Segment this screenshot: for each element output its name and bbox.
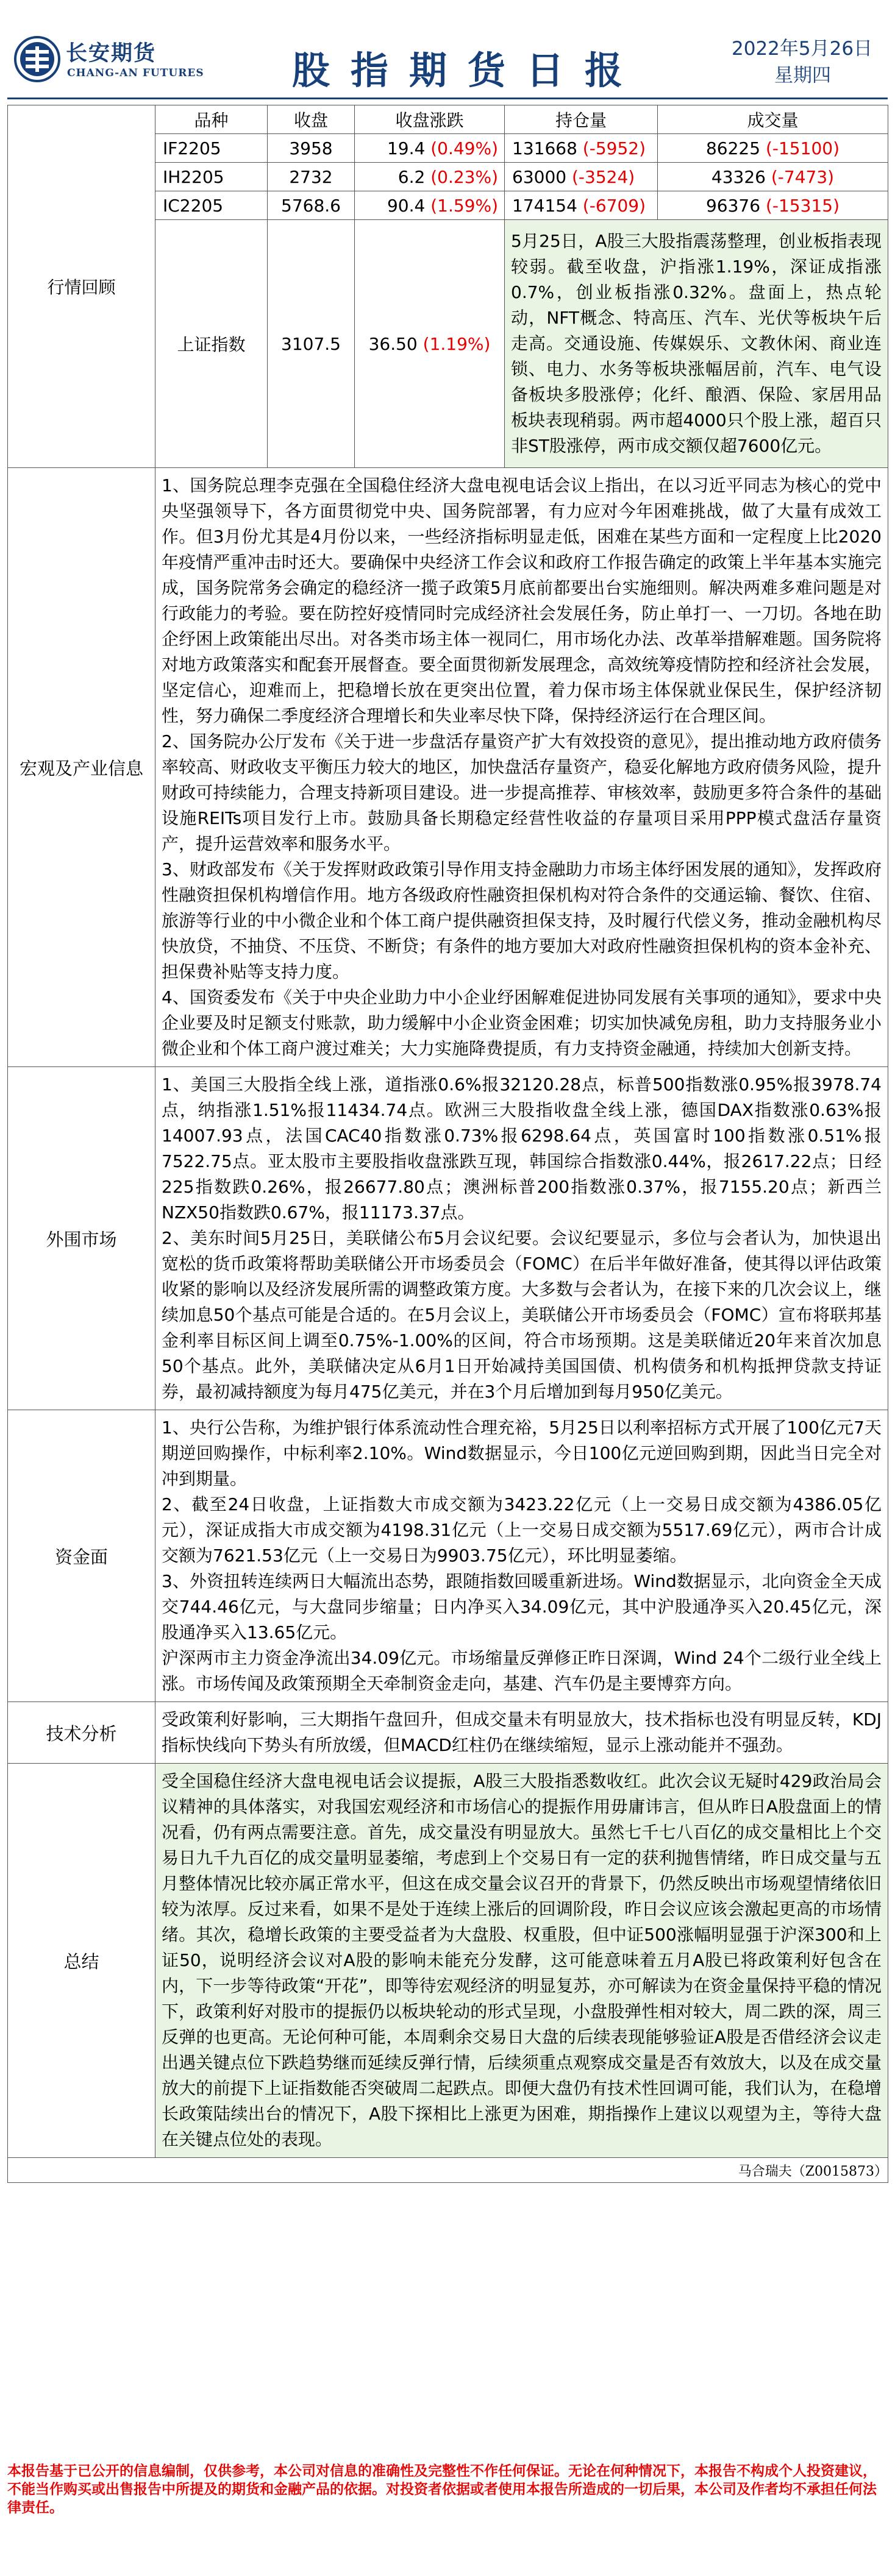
change-pct: (0.23%): [430, 166, 498, 187]
logo-chinese-name: 长安期货: [66, 41, 157, 66]
volume-value: 86225: [705, 138, 761, 158]
row-close: 2732: [268, 163, 355, 191]
capital-paragraph: 2、截至24日收盘，上证指数大市成交额为3423.22亿元（上一交易日成交额为4386.05亿元），深证成指大市成交额为4198.31亿元（上一交易日成交额为5517.69亿元），两市合计成交额为7621.53亿元（上一交易日为9903.75亿元），环比明显萎缩。: [162, 1494, 882, 1566]
row-volume: [658, 163, 888, 191]
row-volume: [658, 134, 888, 163]
index-name: 上证指数: [155, 220, 268, 468]
capital-content: [155, 1410, 888, 1702]
overseas-paragraph: 2、美东时间5月25日，美联储公布5月会议纪要。会议纪要显示，多位与会者认为，加快退出宽松的货币政策将帮助美联储公开市场委员会（FOMC）在后半年做好准备，使其得以评估政策收紧的影响以及经济发展所需的调整政策方度。大多数与会者认为，在接下来的几次会议上，继续加息50个基点可能是合适的。在5月会议上，美联储公开市场委员会（FOMC）宣布将联邦基金利率目标区间上调至0.75%-1.00%的区间，符合市场预期。这是美联储近20年来首次加息50个基点。此外，美联储决定从6月1日开始减持美国国债、机构债务和机构抵押贷款支持证券，最初减持额度为每月475亿美元，并在3个月后增加到每月950亿美元。: [162, 1228, 882, 1402]
index-change-pct: (1.19%): [423, 333, 491, 354]
index-close: 3107.5: [268, 220, 355, 468]
header-divider: [7, 98, 888, 99]
report-title: 股指期货日报: [291, 48, 643, 93]
volume-change: (-15315): [765, 195, 840, 216]
oi-value: 131668: [512, 138, 577, 158]
market-header-row: [8, 105, 888, 134]
technical-section-label: 技术分析: [8, 1702, 155, 1764]
capital-paragraph: 3、外资扭转连续两日大幅流出态势，跟随指数回暖重新进场。Wind数据显示，北向资金全天成交744.46亿元，与大盘同步缩量；日内净买入34.09亿元，其中沪股通净买入20.45亿元，深股通净买入13.65亿元。: [162, 1571, 882, 1642]
logo-english-name: CHANG-AN FUTURES: [67, 67, 204, 79]
capital-row: [8, 1410, 888, 1702]
technical-row: [8, 1702, 888, 1764]
row-symbol: IC2205: [155, 191, 268, 220]
company-logo: [13, 35, 221, 90]
macro-row: [8, 468, 888, 1067]
col-header-volume: 成交量: [658, 105, 888, 134]
row-open-interest: [505, 163, 658, 191]
row-open-interest: [505, 134, 658, 163]
report-table: [7, 105, 888, 2183]
overseas-section-label: 外围市场: [8, 1067, 155, 1410]
report-header: [7, 11, 888, 101]
row-open-interest: [505, 191, 658, 220]
report-date: 2022年5月26日: [732, 38, 873, 60]
col-header-close: 收盘: [268, 105, 355, 134]
volume-change: (-15100): [765, 138, 840, 158]
row-change: [355, 191, 505, 220]
change-value: 6.2: [398, 166, 426, 187]
overseas-row: [8, 1067, 888, 1410]
row-change: [355, 163, 505, 191]
report-weekday: 星期四: [774, 65, 831, 87]
capital-paragraph: 沪深两市主力资金净流出34.09亿元。市场缩量反弹修正昨日深调，Wind 24个二级行业全线上涨。市场传闻及政策预期全天牵制资金走向，基建、汽车仍是主要博弈方向。: [162, 1648, 882, 1694]
oi-change: (-5952): [582, 138, 646, 158]
oi-value: 63000: [512, 166, 567, 187]
change-pct: (0.49%): [430, 138, 498, 158]
capital-paragraph: 1、央行公告称，为维护银行体系流动性合理充裕，5月25日以利率招标方式开展了100亿元7天期逆回购操作，中标利率2.10%。Wind数据显示，今日100亿元逆回购到期，因此当日完全对冲到期量。: [162, 1418, 882, 1489]
row-close: 3958: [268, 134, 355, 163]
row-volume: [658, 191, 888, 220]
row-symbol: IH2205: [155, 163, 268, 191]
col-header-open-interest: 持仓量: [505, 105, 658, 134]
technical-content: 受政策利好影响，三大期指午盘回升，但成交量未有明显放大，技术指标也没有明显反转，KDJ指标快线向下势头有所放缓，但MACD红柱仍在继续缩短，显示上涨动能并不强劲。: [155, 1702, 888, 1764]
col-header-change: 收盘涨跌: [355, 105, 505, 134]
capital-section-label: 资金面: [8, 1410, 155, 1702]
overseas-content: [155, 1067, 888, 1410]
disclaimer-text: 本报告基于已公开的信息编制，仅供参考，本公司对信息的准确性及完整性不作任何保证。无论在何种情况下，本报告不构成个人投资建议，不能当作购买或出售报告中所提及的期货和金融产品的依据。对投资者依据或者使用本报告所造成的一切后果，本公司及作者均不承担任何法律责任。: [7, 2463, 877, 2516]
volume-change: (-7473): [771, 166, 835, 187]
macro-paragraph: 3、财政部发布《关于发挥财政政策引导作用支持金融助力市场主体纾困发展的通知》，发挥政府性融资担保机构增信作用。地方各级政府性融资担保机构对符合条件的交通运输、餐饮、住宿、旅游等行业的中小微企业和个体工商户提供融资担保支持，及时履行代偿义务，推动金融机构尽快放贷，不抽贷、不压贷、不断贷；有条件的地方要加大对政府性融资担保机构的资本金补充、担保费补贴等支持力度。: [162, 859, 882, 982]
report-date-box: [732, 35, 884, 89]
change-value: 19.4: [387, 138, 426, 158]
overseas-paragraph: 1、美国三大股指全线上涨，道指涨0.6%报32120.28点，标普500指数涨0.95%报3978.74点，纳指涨1.51%报11434.74点。欧洲三大股指收盘全线上涨，德国DAX指数涨0.63%报14007.93点，法国CAC40指数涨0.73%报6298.64点，英国富时100指数涨0.51%报7522.75点。亚太股市主要股指收盘涨跌互现，韩国综合指数涨0.44%，报2617.22点；日经225指数跌0.26%，报26677.80点；澳洲标普200指数涨0.37%，报7155.20点；新西兰NZX50指数跌0.67%，报11173.37点。: [162, 1074, 882, 1222]
col-header-symbol: 品种: [155, 105, 268, 134]
conclusion-section-label: 总结: [8, 1764, 155, 2158]
chang-an-logo-icon: [13, 35, 61, 83]
conclusion-row: [8, 1764, 888, 2158]
macro-content: [155, 468, 888, 1067]
change-pct: (1.59%): [430, 195, 498, 216]
change-value: 90.4: [387, 195, 426, 216]
oi-value: 174154: [512, 195, 577, 216]
macro-paragraph: 1、国务院总理李克强在全国稳住经济大盘电视电话会议上指出，在以习近平同志为核心的党中央坚强领导下，各方面贯彻党中央、国务院部署，有力应对今年困难挑战，做了大量有成效工作。但3月份尤其是4月份以来，一些经济指标明显走低，困难在某些方面和一定程度上比2020年疫情严重冲击时还大。要确保中央经济工作会议和政府工作报告确定的政策上半年基本实施完成，国务院常务会确定的稳经济一揽子政策5月底前都要出台实施细则。解决两难多难问题是对行政能力的考验。要在防控好疫情同时完成经济社会发展任务，防止单打一、一刀切。各地在助企纾困上政策能出尽出。对各类市场主体一视同仁，用市场化办法、改革举措解难题。国务院将对地方政策落实和配套开展督查。要全面贯彻新发展理念，高效统筹疫情防控和经济社会发展，坚定信心，迎难而上，把稳增长放在更突出位置，着力保市场主体保就业保民生，保护经济韧性，努力确保二季度经济合理增长和失业率尽快下降，保持经济运行在合理区间。: [162, 475, 882, 726]
index-change-value: 36.50: [368, 333, 418, 354]
volume-value: 96376: [705, 195, 761, 216]
oi-change: (-3524): [571, 166, 635, 187]
macro-section-label: 宏观及产业信息: [8, 468, 155, 1067]
row-close: 5768.6: [268, 191, 355, 220]
oi-change: (-6709): [582, 195, 646, 216]
index-change: [355, 220, 505, 468]
market-summary-text: 5月25日，A股三大股指震荡整理，创业板指表现较弱。截至收盘，沪指涨1.19%，深证成指涨0.7%，创业板指涨0.32%。盘面上，热点轮动，NFT概念、特高压、汽车、光伏等板块午后走高。交通设施、传媒娱乐、文教休闲、商业连锁、电力、水务等板块涨幅居前，汽车、电气设备板块多股涨停；化纤、酿酒、保险、家居用品板块表现稍弱。两市超4000只个股上涨，超百只非ST股涨停，两市成交额仅超7600亿元。: [505, 220, 888, 468]
conclusion-content: 受全国稳住经济大盘电视电话会议提振，A股三大股指悉数收红。此次会议无疑时429政治局会议精神的具体落实，对我国宏观经济和市场信心的提振作用毋庸讳言，但从昨日A股盘面上的情况看，仍有两点需要注意。首先，成交量没有明显放大。虽然七千七八百亿的成交量相比上个交易日九千九百亿的成交量明显萎缩，考虑到上个交易日有一定的获利抛售情绪，昨日成交量与五月整体情况比较亦属正常水平，但这在成交量会议召开的背景下，仍然反映出市场观望情绪依旧较为浓厚。反过来看，如果不是处于连续上涨后的回调阶段，昨日会议应该会激起更高的市场情绪。其次，稳增长政策的主要受益者为大盘股、权重股，但中证500涨幅明显强于沪深300和上证50，说明经济会议对A股的影响未能充分发酵，这可能意味着五月A股已将政策利好包含在内，下一步等待政策“开花”，即等待宏观经济的明显复苏，亦可解读为在资金量保持平稳的情况下，政策利好对股市的提振仍以板块轮动的形式呈现，小盘股弹性相对较大，周二跌的深，周三反弹的也更高。无论何种可能，本周剩余交易日大盘的后续表现能够验证A股是否借经济会议走出遇关键点位下跌趋势继而延续反弹行情，后续须重点观察成交量是否有效放大，以及在成交量放大的前提下上证指数能否突破周二起跌点。即便大盘仍有技术性回调可能，我们认为，在稳增长政策陆续出台的情况下，A股下探相比上涨更为困难，期指操作上建议以观望为主，等待大盘在关键点位处的表现。: [155, 1764, 888, 2158]
volume-value: 43326: [711, 166, 766, 187]
row-change: [355, 134, 505, 163]
market-section-label: 行情回顾: [8, 105, 155, 468]
author-row: [8, 2158, 888, 2183]
author-signature: 马合瑞夫（Z0015873）: [8, 2158, 888, 2183]
macro-paragraph: 4、国资委发布《关于中央企业助力中小企业纾困解难促进协同发展有关事项的通知》，要求中央企业要及时足额支付账款，助力缓解中小企业资金困难；切实加快减免房租，助力支持服务业小微企业和个体工商户渡过难关；大力实施降费提质，有力支持资金融通，持续加大创新支持。: [162, 987, 882, 1059]
row-symbol: IF2205: [155, 134, 268, 163]
macro-paragraph: 2、国务院办公厅发布《关于进一步盘活存量资产扩大有效投资的意见》，提出推动地方政府债务率较高、财政收支平衡压力较大的地区，加快盘活存量资产，稳妥化解地方政府债务风险，提升财政可持续能力，合理支持新项目建设。进一步提高推荐、审核效率，鼓励更多符合条件的基础设施REITs项目发行上市。鼓励具备长期稳定经营性收益的存量项目采用PPP模式盘活存量资产，提升运营效率和服务水平。: [162, 731, 882, 854]
